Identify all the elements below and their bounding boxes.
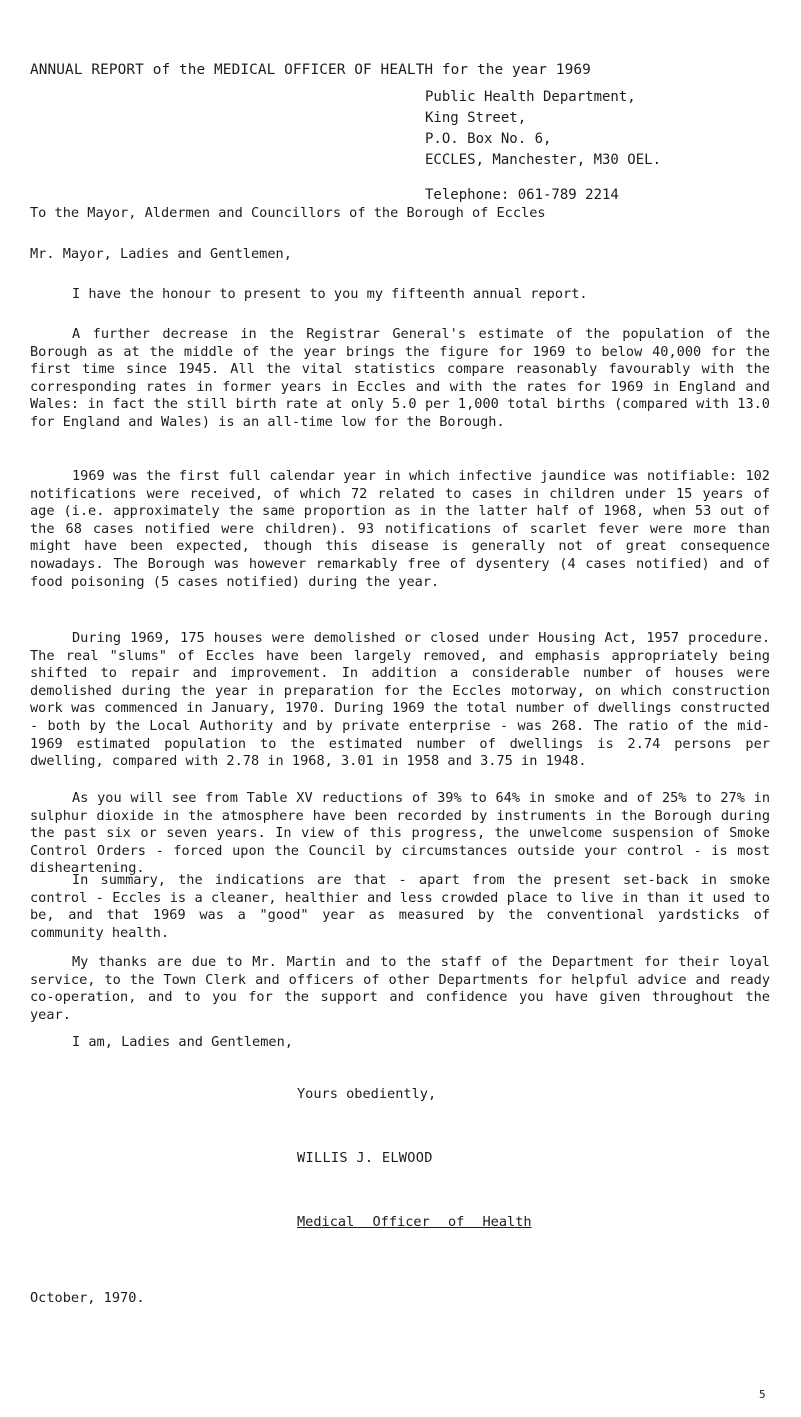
sender-address	[425, 87, 661, 206]
telephone-number: Telephone: 061-789 2214	[425, 187, 619, 203]
letter-sign-off: Yours obediently,	[297, 1086, 437, 1102]
signatory-designation: Medical Officer of Health	[297, 1214, 532, 1230]
letter-addressee: To the Mayor, Aldermen and Councillors of the Borough of Eccles	[30, 205, 546, 221]
paragraph-introduction: I have the honour to present to you my fifteenth annual report.	[72, 286, 588, 302]
paragraph-thanks: My thanks are due to Mr. Martin and to the staff of the Department for their loyal service, to the Town Clerk and officers of other Departments for helpful advice and ready co-operation, and to you for the support and confidence you have given throughout the year.	[30, 954, 770, 1023]
paragraph-infectious-disease: 1969 was the first full calendar year in which infective jaundice was notifiable: 102 notifications were received, of which 72 related to cases in children under 15 years of age (i.e. approximately the same proportion as in the latter half of 1968, when 53 out of the 68 cases notified were children). 93 notifications of scarlet fever were more than might have been expected, though this disease is generally not of great consequence nowadays. The Borough was however remarkably free of dysentery (4 cases notified) and of food poisoning (5 cases notified) during the year.	[30, 468, 770, 590]
paragraph-smoke-control: As you will see from Table XV reductions of 39% to 64% in smoke and of 25% to 27% in sulphur dioxide in the atmosphere have been recorded by instruments in the Borough during the past six or seven years. In view of this progress, the unwelcome suspension of Smoke Control Orders - forced upon the Council by circumstances outside your control - is most disheartening.	[30, 790, 770, 877]
address-line-street: King Street,	[425, 110, 527, 126]
address-line-town: ECCLES, Manchester, M30 OEL.	[425, 152, 662, 168]
paragraph-population: A further decrease in the Registrar General's estimate of the population of the Borough as at the middle of the year brings the figure for 1969 to below 40,000 for the first time since 1945. All the vital statistics compare reasonably favourably with the corresponding rates in former years in Eccles and with the rates for 1969 in England and Wales: in fact the still birth rate at only 5.0 per 1,000 total births (compared with 13.0 for England and Wales) is an all-time low for the Borough.	[30, 326, 770, 430]
page-number: 5	[759, 1388, 766, 1401]
address-line-department: Public Health Department,	[425, 89, 636, 105]
letter-closing: I am, Ladies and Gentlemen,	[72, 1034, 293, 1050]
letter-salutation: Mr. Mayor, Ladies and Gentlemen,	[30, 246, 292, 262]
paragraph-housing: During 1969, 175 houses were demolished or closed under Housing Act, 1957 procedure. The real "slums" of Eccles have been largely removed, and emphasis appropriately being shifted to repair and improvement. In addition a considerable number of houses were demolished during the year in preparation for the Eccles motorway, on which construction work was commenced in January, 1970. During 1969 the total number of dwellings constructed - both by the Local Authority and by private enterprise - was 268. The ratio of the mid-1969 estimated population to the estimated number of dwellings is 2.74 persons per dwelling, compared with 2.78 in 1968, 3.01 in 1958 and 3.75 in 1948.	[30, 630, 770, 770]
paragraph-summary: In summary, the indications are that - apart from the present set-back in smoke control - Eccles is a cleaner, healthier and less crowded place to live in than it used to be, and that 1969 was a "good" year as measured by the conventional yardsticks of community health.	[30, 872, 770, 941]
letter-date: October, 1970.	[30, 1290, 145, 1306]
address-line-box: P.O. Box No. 6,	[425, 131, 552, 147]
report-title: ANNUAL REPORT of the MEDICAL OFFICER OF HEALTH for the year 1969	[30, 62, 591, 78]
signatory-name: WILLIS J. ELWOOD	[297, 1150, 433, 1166]
